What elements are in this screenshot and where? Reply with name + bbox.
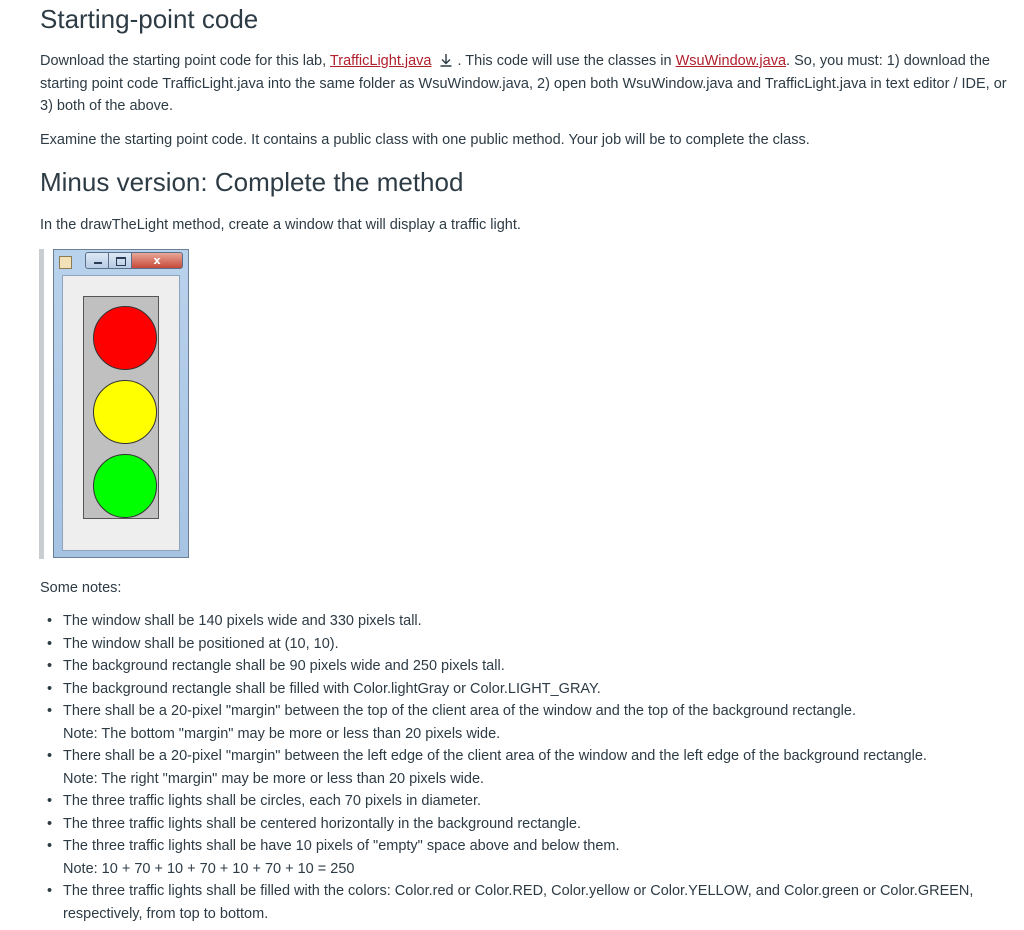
note-item (40, 790, 1015, 813)
download-text: Download the starting point code for this lab, (40, 53, 330, 69)
section-heading-minus-version: Minus version: Complete the method (40, 167, 464, 197)
close-glyph: x (153, 254, 161, 267)
note-item (40, 633, 1015, 656)
note-text: There shall be a 20-pixel "margin" between the top of the client area of the window and the top of the background rectangle. (63, 703, 856, 719)
note-item (40, 835, 1015, 880)
examine-paragraph: Examine the starting point code. It contains a public class with one public method. Your job will be to complete the class. (40, 132, 810, 148)
note-item (40, 880, 1015, 925)
green-light (93, 454, 157, 518)
java-app-icon (59, 256, 72, 269)
figure-border (39, 249, 44, 559)
note-item (40, 678, 1015, 701)
traffic-light-window-figure (39, 249, 191, 559)
note-text: The background rectangle shall be 90 pixels wide and 250 pixels tall. (63, 658, 505, 674)
wsuwindow-java-link[interactable]: WsuWindow.java (675, 53, 787, 69)
note-subtext: Note: The right "margin" may be more or less than 20 pixels wide. (63, 770, 485, 787)
download-paragraph (40, 50, 1015, 118)
download-icon[interactable] (439, 53, 453, 67)
note-item (40, 655, 1015, 678)
minimize-icon[interactable] (85, 252, 109, 269)
note-text: The three traffic lights shall be centered horizontally in the background rectangle. (63, 815, 582, 832)
window-controls (85, 252, 183, 269)
uses-classes-text: . This code will use the classes in (457, 53, 676, 69)
window-frame (53, 249, 189, 558)
note-subtext: Note: 10 + 70 + 10 + 70 + 10 + 70 + 10 = 250 (63, 860, 355, 877)
notes-list (40, 610, 1015, 925)
note-text: The window shall be 140 pixels wide and 330 pixels tall. (63, 613, 422, 629)
note-text: The three traffic lights shall be circles, each 70 pixels in diameter. (63, 793, 482, 809)
background-rectangle (83, 296, 159, 519)
window-titlebar (54, 250, 188, 274)
note-text: The window shall be positioned at (10, 10). (63, 635, 339, 652)
trafficlight-java-link[interactable]: TrafficLight.java (329, 53, 432, 69)
note-text: There shall be a 20-pixel "margin" between the left edge of the client area of the window and the left edge of the background rectangle. (63, 748, 927, 764)
note-subtext: Note: The bottom "margin" may be more or less than 20 pixels wide. (63, 725, 501, 742)
note-item (40, 745, 1015, 790)
notes-label: Some notes: (40, 580, 122, 596)
note-item (40, 700, 1015, 745)
draw-light-paragraph: In the drawTheLight method, create a window that will display a traffic light. (40, 217, 521, 233)
note-text: The three traffic lights shall be filled with the colors: Color.red or Color.RED, Color.yellow or Color.YELLOW, and Color.green or Color.GREEN, respectively, from top to bottom. (63, 883, 974, 922)
note-text: The background rectangle shall be filled with Color.lightGray or Color.LIGHT_GRAY. (63, 680, 601, 697)
close-icon[interactable] (131, 252, 183, 269)
yellow-light (93, 380, 157, 444)
note-item (40, 813, 1015, 836)
red-light (93, 306, 157, 370)
instructions-text: . So, you must: 1) download the starting point code TrafficLight.java into the same folder as WsuWindow.java, 2) open both WsuWindow.java and TrafficLight.java in text editor / IDE, or 3) both of the above. (40, 53, 1007, 114)
window-client-area (62, 275, 180, 551)
maximize-icon[interactable] (108, 252, 132, 269)
section-heading-starting-point: Starting-point code (40, 4, 259, 34)
note-item (40, 610, 1015, 633)
note-text: The three traffic lights shall be have 10 pixels of "empty" space above and below them. (63, 838, 620, 854)
